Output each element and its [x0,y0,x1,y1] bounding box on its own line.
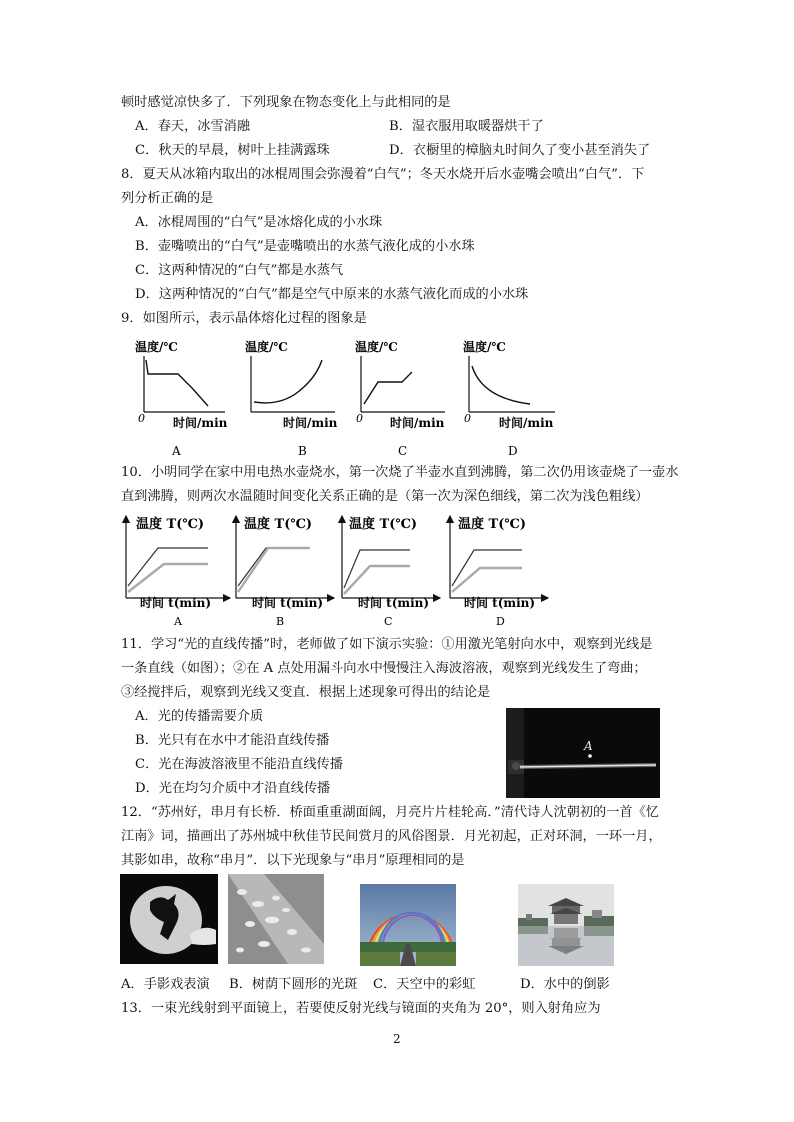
q8-option-c: C．这两种情况的“白气”都是水蒸气 [135,263,344,278]
water-reflection-photo [518,884,614,966]
q8-text-line1: 8．夏天从冰箱内取出的冰棍周围会弥漫着“白气”；冬天水烧开后水壶嘴会喷出“白气”．下 [121,167,645,182]
q11-text-line1: 11．学习“光的直线传播”时，老师做了如下演示实验：①用激光笔射向水中，观察到光线是 [121,637,653,652]
q10-graph-c-letter: C [384,615,393,628]
q9-graph-b-letter: B [298,444,307,458]
q10-text-line2: 直到沸腾，则两次水温随时间变化关系正确的是（第一次为深色细线，第二次为浅色粗线） [121,489,649,504]
q10-graph-d-xlabel: 时间 t(min) [464,596,536,610]
q10-graphs [118,512,558,630]
laser-water-photo [506,708,660,798]
q10-graph-d-letter: D [496,615,505,628]
q7-option-b: B．湿衣服用取暖器烘干了 [389,119,544,134]
q7-option-c: C．秋天的早晨，树叶上挂满露珠 [135,143,330,158]
q11-option-d: D．光在均匀介质中才沿直线传播 [135,781,331,796]
q8-option-a: A．冰棍周围的“白气”是冰熔化成的小水珠 [135,215,383,230]
q10-graph-a-letter: A [174,615,182,628]
q12-option-c: C．天空中的彩虹 [373,977,476,992]
q10-graph-b-letter: B [276,615,285,628]
q9-graph-c [355,339,445,458]
q10-graph-b-ylabel: 温度 T(℃) [244,517,313,532]
q12-text-line3: 其影如串，故称“串月”．以下光现象与“串月”原理相同的是 [121,853,465,868]
q9-graph-a-origin: 0 [138,412,145,425]
q9-graph-d-xlabel: 时间/min [499,416,554,430]
q10-graph-b [236,516,334,628]
q9-graph-a-ylabel: 温度/℃ [135,340,178,354]
q10-graph-c-ylabel: 温度 T(℃) [349,517,418,532]
q7-option-a: A．春天，冰雪消融 [135,119,251,134]
q10-graph-c-xlabel: 时间 t(min) [358,596,430,610]
q10-graph-d-ylabel: 温度 T(℃) [458,517,527,532]
hand-shadow-photo [120,874,218,964]
q10-graph-d [450,516,548,628]
q9-graphs [130,336,570,460]
q8-text-line2: 列分析正确的是 [121,191,214,206]
q12-text-line2: 江南》词，描画出了苏州城中秋佳节民间赏月的风俗图景．月光初起，正对环洞，一环一月， [121,829,662,844]
q9-graph-b [245,339,338,458]
q11-text-line3: ③经搅拌后，观察到光线又变直．根据上述现象可得出的结论是 [121,685,491,700]
q12-option-b: B．树荫下圆形的光斑 [229,977,358,992]
q13-text: 13．一束光线射到平面镜上，若要使反射光线与镜面的夹角为 20°，则入射角应为 [121,1001,601,1016]
q11-text-line2: 一条直线（如图）；②在 A 点处用漏斗向水中慢慢注入海波溶液，观察到光线发生了弯曲； [121,661,647,676]
q9-graph-d [463,339,555,458]
q9-graph-a-letter: A [172,444,181,458]
q8-option-b: B．壶嘴喷出的“白气”是壶嘴喷出的水蒸气液化成的小水珠 [135,239,475,254]
q10-graph-a-ylabel: 温度 T(℃) [136,517,205,532]
rainbow-photo [360,884,456,966]
q10-graph-a-xlabel: 时间 t(min) [140,596,212,610]
q9-graph-d-origin: 0 [464,412,471,425]
photo-point-a-label: A [584,739,593,753]
q9-graph-d-ylabel: 温度/℃ [463,340,506,354]
q10-graph-b-xlabel: 时间 t(min) [252,596,324,610]
q10-graph-c [342,516,440,628]
q9-graph-c-ylabel: 温度/℃ [355,340,398,354]
q11-option-b: B．光只有在水中才能沿直线传播 [135,733,330,748]
q11-option-a: A．光的传播需要介质 [135,709,264,724]
q12-text-line1: 12．“苏州好，串月有长桥．桥面重重湖面阔，月亮片片桂轮高．”清代诗人沈朝初的一首《忆 [121,805,659,820]
q10-graph-a [126,516,230,628]
q12-option-d: D．水中的倒影 [520,977,610,992]
tree-shade-light-spots-photo [228,874,324,964]
q9-graph-b-xlabel: 时间/min [283,416,338,430]
q9-graph-c-xlabel: 时间/min [390,416,445,430]
q10-text-line1: 10．小明同学在家中用电热水壶烧水，第一次烧了半壶水直到沸腾，第二次仍用该壶烧了一壶水 [121,465,679,480]
page-number: 2 [393,1032,401,1046]
q8-option-d: D．这两种情况的“白气”都是空气中原来的水蒸气液化而成的小水珠 [135,287,529,302]
q9-graph-c-letter: C [398,444,408,458]
q7-option-d: D．衣橱里的樟脑丸时间久了变小甚至消失了 [389,143,651,158]
q7-text: 顿时感觉凉快多了．下列现象在物态变化上与此相同的是 [121,95,451,110]
q9-graph-b-ylabel: 温度/℃ [245,340,288,354]
q9-graph-d-letter: D [508,444,518,458]
q11-option-c: C．光在海波溶液里不能沿直线传播 [135,757,343,772]
q9-graph-a-xlabel: 时间/min [173,416,228,430]
q9-graph-c-origin: 0 [356,412,363,425]
q9-graph-a [135,339,228,458]
q9-text: 9．如图所示，表示晶体熔化过程的图象是 [121,311,367,326]
q12-option-a: A．手影戏表演 [121,977,210,992]
